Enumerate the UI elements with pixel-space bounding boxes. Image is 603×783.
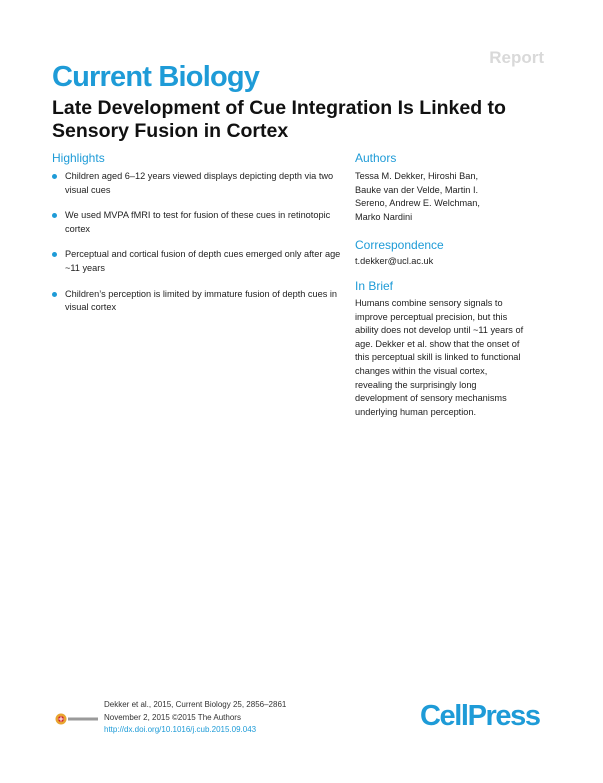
- correspondence-email[interactable]: t.dekker@ucl.ac.uk: [355, 256, 434, 266]
- in-brief-line: changes within the visual cortex,: [355, 365, 488, 376]
- bullet-icon: [52, 292, 57, 297]
- bullet-icon: [52, 174, 57, 179]
- in-brief-line: underlying human perception.: [355, 406, 477, 417]
- in-brief-line: ability does not develop until ~11 years of: [355, 325, 524, 336]
- article-title: Late Development of Cue Integration Is Linked to Sensory Fusion in Cortex: [52, 97, 506, 142]
- in-brief-line: improve perceptual precision, but this: [355, 311, 508, 322]
- report-label: Report: [489, 48, 544, 67]
- citation-block: [104, 699, 286, 737]
- highlight-text: Perceptual and cortical fusion of depth cues emerged only after age ~11 years: [65, 249, 341, 273]
- author-line: Marko Nardini: [355, 211, 413, 222]
- journal-name: Current Biology: [52, 61, 260, 93]
- author-line: Tessa M. Dekker, Hiroshi Ban,: [355, 171, 479, 181]
- highlight-item: [52, 209, 342, 236]
- authors-list: [355, 170, 550, 224]
- crossmark-logo[interactable]: [55, 712, 99, 726]
- in-brief-text: [355, 297, 550, 419]
- author-line: Bauke van der Velde, Martin I.: [355, 184, 479, 195]
- correspondence-heading: Correspondence: [355, 238, 444, 252]
- highlight-item: [52, 170, 342, 197]
- highlight-item: [52, 248, 342, 275]
- in-brief-line: Humans combine sensory signals to: [355, 298, 503, 308]
- highlight-text: Children’s perception is limited by immature fusion of depth cues in visual cortex: [65, 288, 338, 313]
- in-brief-line: age. Dekker et al. show that the onset of: [355, 338, 520, 349]
- cellpress-logo: CellPress: [420, 700, 540, 732]
- citation-date: November 2, 2015 ©2015 The Authors: [104, 712, 241, 722]
- crossmark-icon: [55, 712, 99, 726]
- highlights-heading: Highlights: [52, 151, 105, 165]
- doi-link[interactable]: http://dx.doi.org/10.1016/j.cub.2015.09.043: [104, 725, 257, 734]
- bullet-icon: [52, 213, 57, 218]
- highlight-text: We used MVPA fMRI to test for fusion of these cues in retinotopic cortex: [65, 210, 331, 234]
- in-brief-line: development of sensory mechanisms: [355, 393, 507, 404]
- bullet-icon: [52, 252, 57, 257]
- highlights-list: [52, 170, 342, 327]
- in-brief-line: this perceptual skill is linked to functional: [355, 352, 521, 363]
- highlight-item: [52, 288, 342, 315]
- author-line: Sereno, Andrew E. Welchman,: [355, 198, 480, 209]
- highlight-text: Children aged 6–12 years viewed displays depicting depth via two visual cues: [65, 171, 334, 195]
- in-brief-heading: In Brief: [355, 279, 394, 293]
- in-brief-line: revealing the surprisingly long: [355, 379, 477, 390]
- authors-heading: Authors: [355, 151, 397, 165]
- citation-line: Dekker et al., 2015, Current Biology 25, 2856–2861: [104, 700, 287, 709]
